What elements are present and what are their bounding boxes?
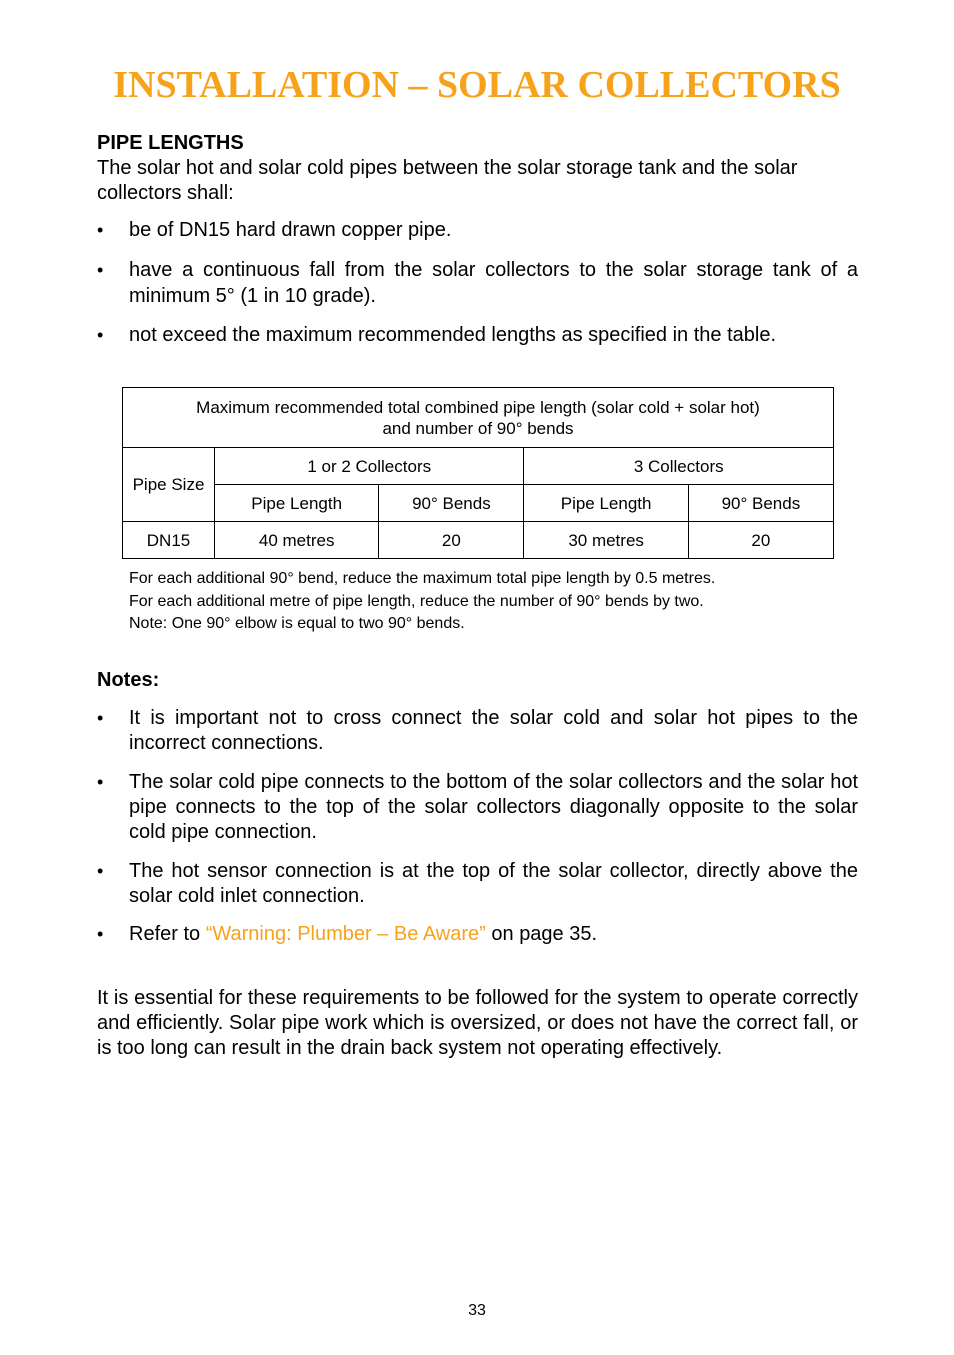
list-item: • The solar cold pipe connects to the bottom of the solar collectors and the solar hot pipe connects to the top of the solar collectors diagonally opposite to the solar cold pipe connection. [97,770,858,845]
table-header-bends: 90° Bends [688,485,833,522]
refer-suffix: on page 35. [485,923,598,945]
list-item: • not exceed the maximum recommended lengths as specified in the table. [97,323,858,348]
pipe-lengths-intro: The solar hot and solar cold pipes between the solar storage tank and the solar collectors shall: [97,157,798,204]
page-title: INSTALLATION – SOLAR COLLECTORS [113,64,841,106]
pipe-lengths-heading: PIPE LENGTHS [97,132,244,154]
table-cell-bends: 20 [688,522,833,559]
table-header-group-2: 3 Collectors [524,448,834,485]
table-header-pipe-size: Pipe Size [123,448,215,522]
pipe-lengths-list [97,218,858,348]
pipe-lengths-section [97,131,858,348]
table-header-pipe-length: Pipe Length [215,485,379,522]
refer-prefix: Refer to [129,923,206,945]
table-cell-size: DN15 [123,522,215,559]
page-number: 33 [468,1302,486,1319]
pipe-length-table [122,387,834,559]
table-caption-line-1: Maximum recommended total combined pipe length (solar cold + solar hot) [196,397,760,417]
table-footnote: For each additional metre of pipe length, reduce the number of 90° bends by two. [129,592,704,610]
table-cell-length: 30 metres [524,522,688,559]
list-item-text: have a continuous fall from the solar collectors to the solar storage tank of a minimum 5° (1 in 10 grade). [129,259,858,307]
table-cell-length: 40 metres [215,522,379,559]
list-item: • be of DN15 hard drawn copper pipe. [97,218,858,243]
table-footnote: Note: One 90° elbow is equal to two 90° bends. [129,615,465,632]
notes-list [97,706,858,947]
warning-link[interactable]: “Warning: Plumber – Be Aware” [205,923,486,945]
table-row [123,522,834,559]
table-caption-line-2: and number of 90° bends [382,418,574,438]
list-item: • It is important not to cross connect the solar cold and solar hot pipes to the incorrect connections. [97,706,858,756]
table-header-group-1: 1 or 2 Collectors [215,448,524,485]
closing-paragraph: It is essential for these requirements to be followed for the system to operate correctly and efficiently. Solar pipe work which is oversized, or does not have the correct fall, or is too long can result in the drain back system not operating effectively. [97,987,858,1059]
table-footnote: For each additional 90° bend, reduce the maximum total pipe length by 0.5 metres. [129,570,716,587]
table-header-bends: 90° Bends [379,485,524,522]
list-item [97,922,858,947]
table-header-pipe-length: Pipe Length [524,485,688,522]
table-footnotes [129,568,715,636]
notes-section [97,668,858,947]
table-cell-bends: 20 [379,522,524,559]
list-item [97,257,858,309]
notes-heading: Notes: [97,669,160,691]
list-item: • The hot sensor connection is at the top of the solar collector, directly above the solar cold inlet connection. [97,859,858,909]
table-caption [123,388,834,448]
